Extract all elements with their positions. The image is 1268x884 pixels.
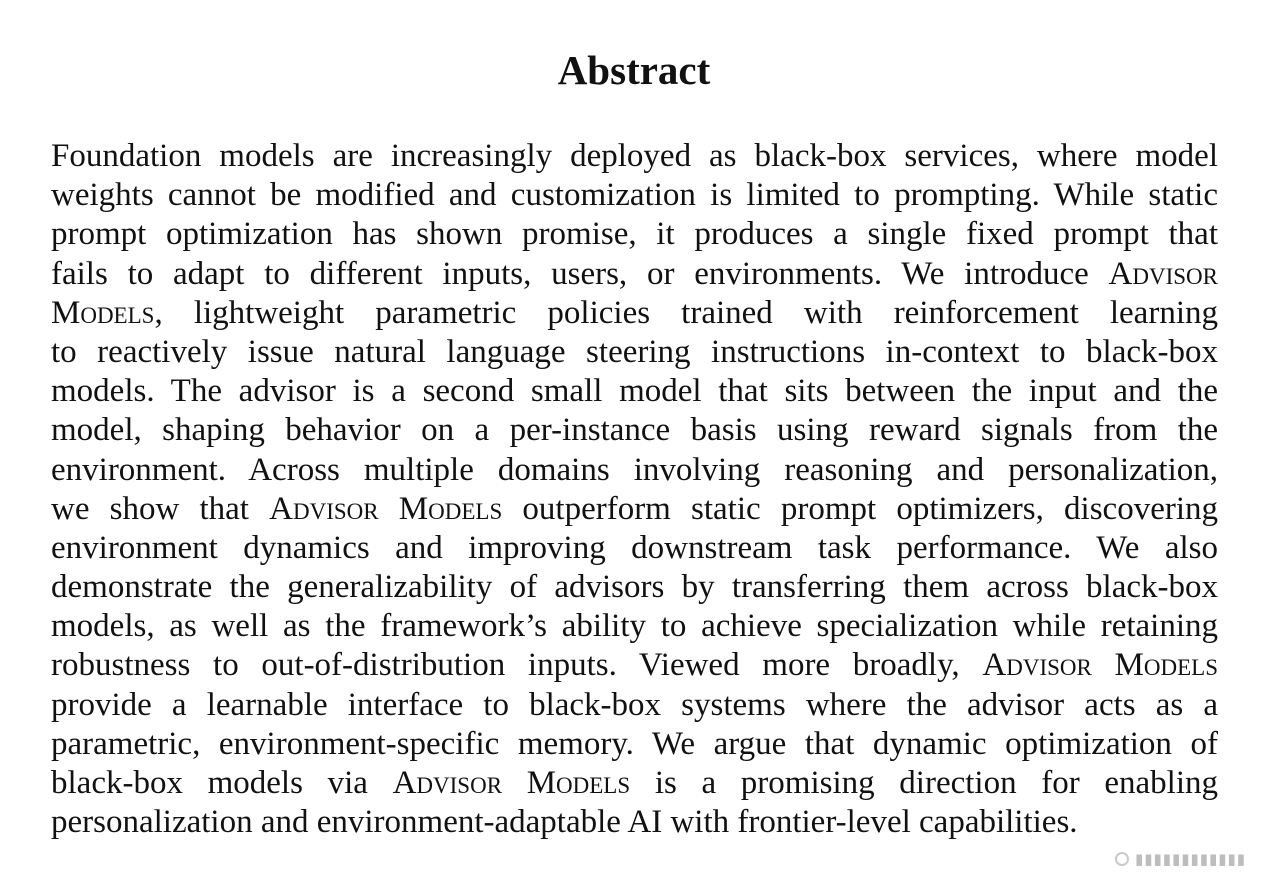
abstract-line [51,529,1218,568]
abstract-line [51,411,1218,450]
line-text: personalization and environment-adaptable AI with frontier-level capabilities. [51,804,1078,841]
line-text: outperform static prompt optimizers, discovering [502,490,1219,527]
abstract-body [51,137,1218,842]
watermark [1107,844,1254,874]
line-text: demonstrate the generalizability of advisors by transferring them across black-box [51,569,1218,606]
line-text: environment. Across multiple domains involving reasoning and personalization, [51,451,1218,488]
line-text: is a promising direction for enabling [630,765,1219,801]
abstract-line [51,333,1218,372]
abstract-line [51,646,1218,685]
line-text: we show that [51,490,270,527]
abstract-line [51,255,1218,294]
method-name: Advisor Models [392,765,631,801]
abstract-line [51,176,1218,215]
method-name: Models [51,294,155,331]
watermark-logo-icon [1115,852,1129,866]
line-text: parametric, environment-specific memory. We argue that dynamic optimization of [51,725,1218,762]
abstract-line [51,372,1218,411]
line-text: model, shaping behavior on a per-instance basis using reward signals from the [51,412,1218,449]
line-text: provide a learnable interface to black-box systems where the advisor acts as a [51,686,1218,723]
abstract-line [51,607,1218,646]
line-text: environment dynamics and improving downstream task performance. We also [51,529,1218,566]
abstract-line [51,490,1218,529]
method-name: Advisor [1108,255,1218,292]
method-name: Advisor Models [982,647,1218,684]
line-text: Foundation models are increasingly deployed as black-box services, where model [51,138,1218,174]
line-text: weights cannot be modified and customization is limited to prompting. While static [51,177,1218,214]
line-text: black-box models via [51,765,393,801]
abstract-line [51,451,1218,490]
line-text: fails to adapt to different inputs, users, or environments. We introduce [51,255,1109,292]
line-text: robustness to out-of-distribution inputs. Viewed more broadly, [51,647,983,684]
abstract-line [51,294,1218,333]
line-text: models, as well as the framework’s ability to achieve specialization while retaining [51,608,1218,645]
line-text: models. The advisor is a second small model that sits between the input and the [51,373,1218,410]
abstract-line [51,803,1218,842]
abstract-line [51,686,1218,725]
line-text: , lightweight parametric policies trained with reinforcement learning [154,294,1218,331]
line-text: prompt optimization has shown promise, it produces a single fixed prompt that [51,216,1218,253]
abstract-line [51,725,1218,764]
abstract-heading: Abstract [557,47,711,93]
watermark-text: ▮▮▮▮▮▮▮▮▮▮▮▮ [1134,850,1246,868]
abstract-line [51,568,1218,607]
line-text: to reactively issue natural language steering instructions in-context to black-box [51,333,1218,370]
method-name: Advisor Models [269,490,503,527]
abstract-line [51,137,1218,176]
abstract-line [51,215,1218,254]
abstract-line [51,764,1218,803]
